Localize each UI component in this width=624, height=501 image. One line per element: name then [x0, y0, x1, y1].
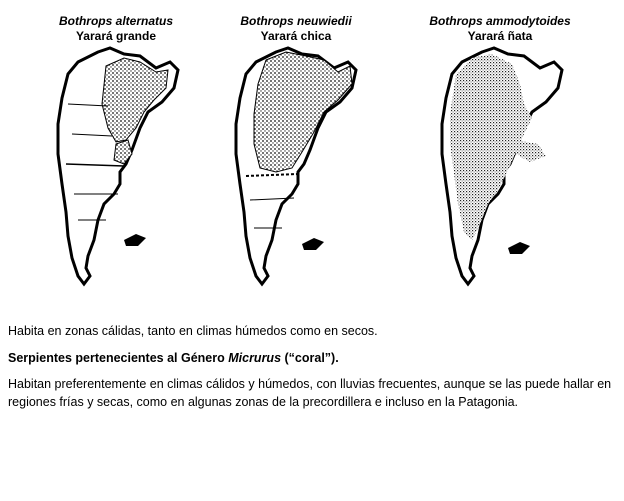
heading-suffix: (“coral”). [281, 351, 339, 365]
species-common-name: Yarará ñata [467, 29, 533, 43]
species-common-name: Yarará grande [75, 29, 157, 43]
species-scientific-name: Bothrops neuwiedii [240, 14, 352, 28]
species-panel-ammodytoides [400, 14, 600, 44]
habitat-paragraph: Habita en zonas cálidas, tanto en climas húmedos como en secos. [8, 324, 378, 338]
heading-text: Serpientes pertenecientes al Género [8, 351, 229, 365]
species-scientific-name: Bothrops alternatus [58, 14, 173, 28]
species-scientific-name: Bothrops ammodytoides [429, 14, 571, 28]
distribution-map-alternatus [28, 44, 208, 294]
species-panel-alternatus [16, 14, 216, 44]
distribution-map-neuwiedii [206, 44, 386, 294]
distribution-map-ammodytoides [412, 44, 592, 294]
species-common-name: Yarará chica [260, 29, 332, 43]
genus-name: Micrurus [228, 351, 282, 365]
species-panel-neuwiedii [196, 14, 396, 44]
micrurus-habitat-paragraph: Habitan preferentemente en climas cálidos y húmedos, con lluvias frecuentes, aunque se las puede hallar en regiones frías y secas, como en algunas zonas de la precordillera e incluso en la Patagonia. [8, 377, 612, 409]
section-heading-micrurus [8, 349, 339, 367]
